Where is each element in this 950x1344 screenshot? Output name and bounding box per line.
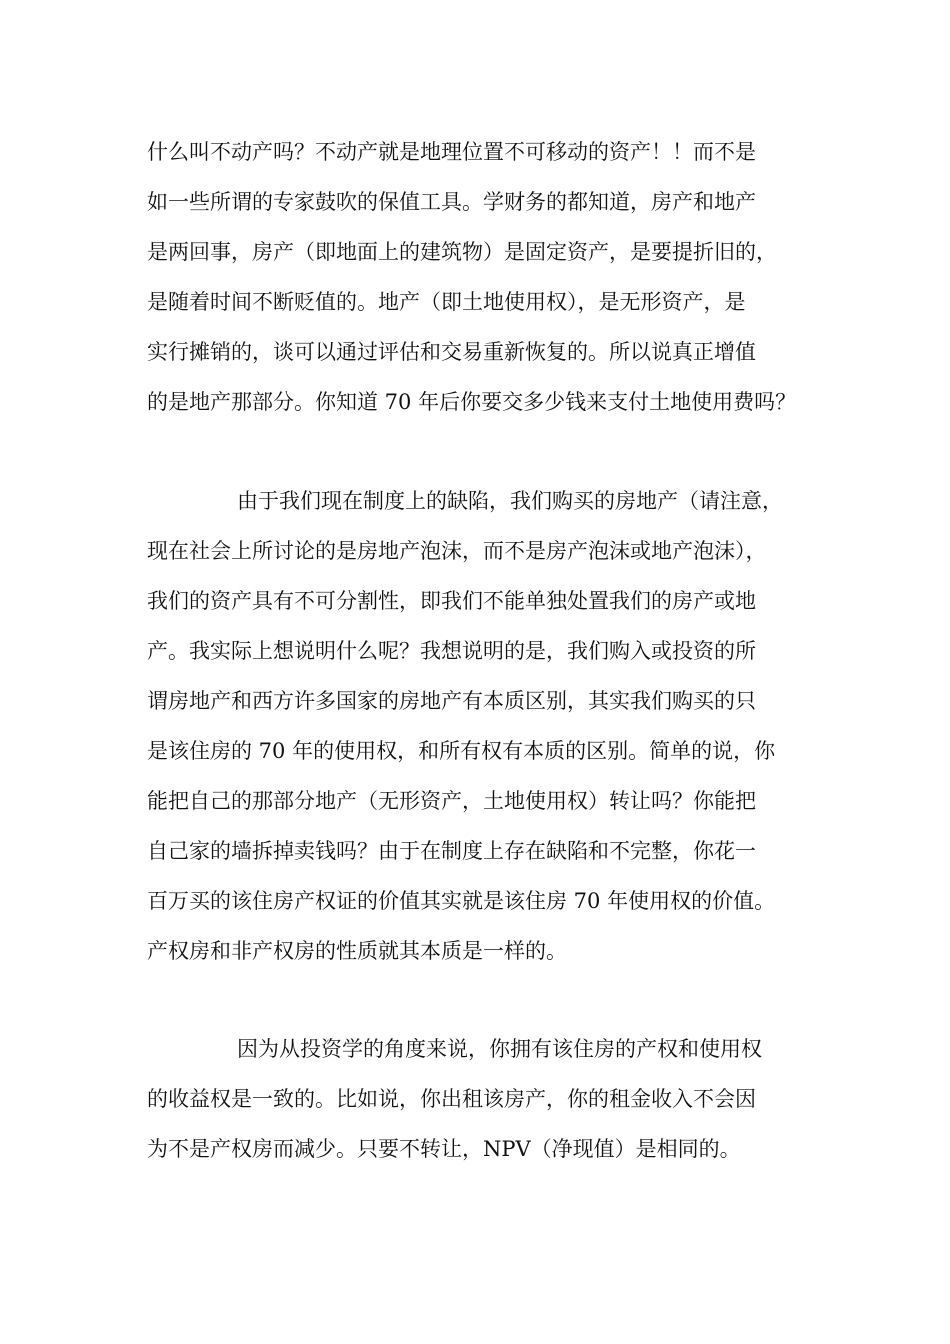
text-line: 为不是产权房而减少。只要不转让，NPV（净现值）是相同的。 [147, 1137, 741, 1161]
text-line: 是两回事，房产（即地面上的建筑物）是固定资产，是要提折旧的， [147, 240, 777, 264]
text-line: 能把自己的那部分地产（无形资产，土地使用权）转让吗？你能把 [147, 789, 756, 813]
text-line: 百万买的该住房产权证的价值其实就是该住房 70 年使用权的价值。 [147, 889, 776, 913]
text-line: 由于我们现在制度上的缺陷，我们购买的房地产（请注意， [237, 489, 783, 513]
text-line: 是随着时间不断贬值的。地产（即土地使用权），是无形资产，是 [147, 290, 746, 314]
text-line: 谓房地产和西方许多国家的房地产有本质区别，其实我们购买的只 [147, 689, 756, 713]
text-line: 什么叫不动产吗？不动产就是地理位置不可移动的资产！！而不是 [147, 140, 756, 164]
text-line: 如一些所谓的专家鼓吹的保值工具。学财务的都知道，房产和地产 [147, 190, 756, 214]
text-line: 我们的资产具有不可分割性，即我们不能单独处置我们的房产或地 [147, 589, 756, 613]
text-line: 的收益权是一致的。比如说，你出租该房产，你的租金收入不会因 [147, 1087, 756, 1111]
text-line: 实行摊销的，谈可以通过评估和交易重新恢复的。所以说真正增值 [147, 340, 756, 364]
text-line: 的是地产那部分。你知道 70 年后你要交多少钱来支付土地使用费吗？ [147, 390, 797, 414]
text-line: 产权房和非产权房的性质就其本质是一样的。 [147, 939, 567, 963]
text-line: 因为从投资学的角度来说，你拥有该住房的产权和使用权 [237, 1037, 762, 1061]
text-line: 自己家的墙拆掉卖钱吗？由于在制度上存在缺陷和不完整，你花一 [147, 839, 756, 863]
text-line: 产。我实际上想说明什么呢？我想说明的是，我们购入或投资的所 [147, 639, 756, 663]
text-line: 现在社会上所讨论的是房地产泡沫，而不是房产泡沫或地产泡沫）， [147, 539, 767, 563]
text-line: 是该住房的 70 年的使用权，和所有权有本质的区别。简单的说，你 [147, 739, 776, 763]
